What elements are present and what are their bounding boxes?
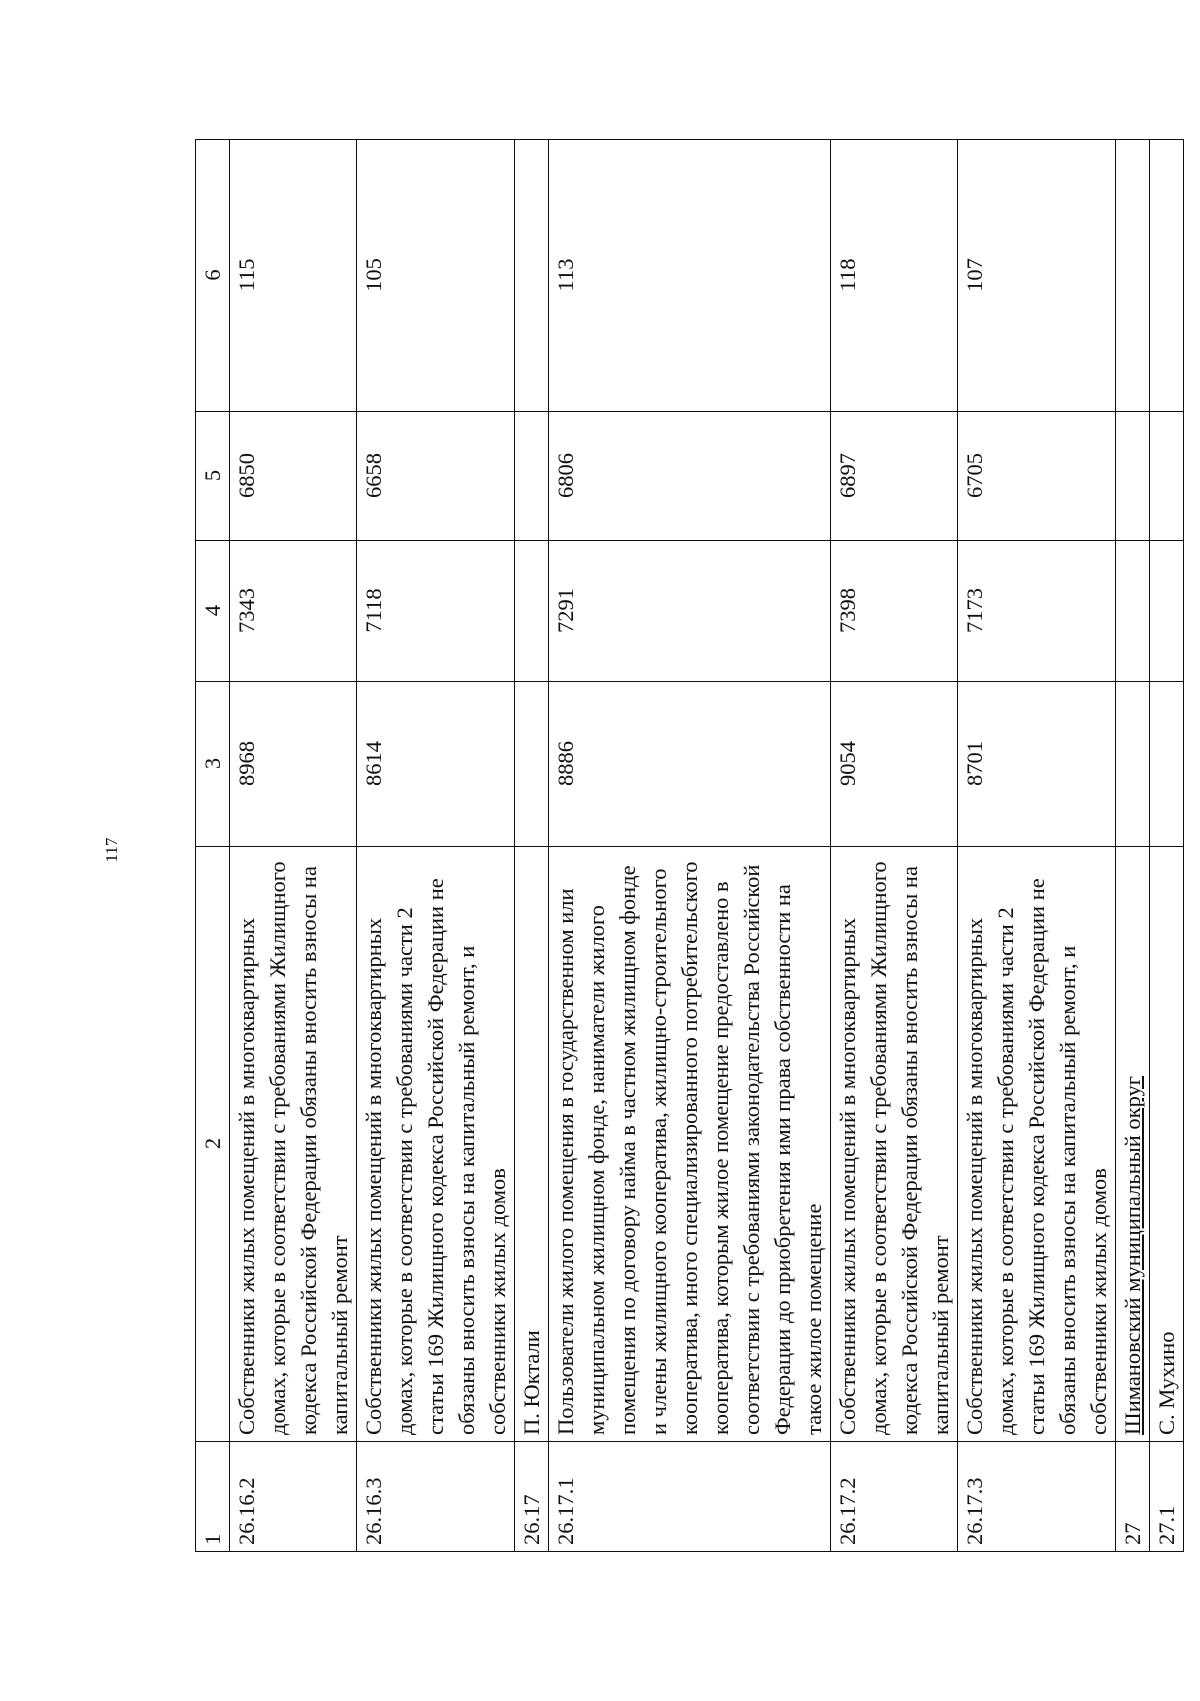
row-value-col4	[1150, 541, 1184, 682]
column-header-3: 3	[196, 682, 230, 847]
row-value-col3: 9054	[831, 682, 958, 847]
row-value-col5	[1150, 412, 1184, 541]
rotated-table-container	[195, 140, 1179, 1552]
table-row	[515, 140, 549, 1552]
row-number: 26.16.2	[230, 1442, 357, 1552]
row-description: Собственники жилых помещений в многоквартирных домах, которые в соответствии с требованиями части 2 статьи 169 Жилищного кодекса Российской Федерации не обязаны вносить взносы на капитальный ремонт, и собственники жилых домов	[357, 847, 515, 1442]
row-value-col6: 107	[958, 140, 1116, 412]
row-value-col3	[1116, 682, 1150, 847]
table-row	[1150, 140, 1184, 1552]
row-value-col5: 6897	[831, 412, 958, 541]
row-value-col5: 6850	[230, 412, 357, 541]
row-value-col4: 7173	[958, 541, 1116, 682]
table-row	[549, 140, 831, 1552]
row-value-col6: 115	[230, 140, 357, 412]
row-value-col4: 7343	[230, 541, 357, 682]
row-value-col5	[1116, 412, 1150, 541]
row-value-col4: 7398	[831, 541, 958, 682]
row-description: Собственники жилых помещений в многоквартирных домах, которые в соответствии с требованиями Жилищного кодекса Российской Федерации обязаны вносить взносы на капитальный ремонт	[230, 847, 357, 1442]
table-row	[357, 140, 515, 1552]
row-description: Пользователи жилого помещения в государственном или муниципальном жилищном фонде, наниматели жилого помещения по договору найма в частном жилищном фонде и члены жилищного кооператива, жилищно-строительного кооператива, иного специализированного потребительского кооператива, которым жилое помещение предоставлено в соответствии с требованиями законодательства Российской Федерации до приобретения ими права собственности на такое жилое помещение	[549, 847, 831, 1442]
row-value-col3: 8614	[357, 682, 515, 847]
table-row	[230, 140, 357, 1552]
row-value-col5: 6705	[958, 412, 1116, 541]
row-value-col6: 118	[831, 140, 958, 412]
row-value-col3: 8886	[549, 682, 831, 847]
row-value-col3	[515, 682, 549, 847]
row-value-col5	[515, 412, 549, 541]
table-row	[958, 140, 1116, 1552]
row-value-col5: 6806	[549, 412, 831, 541]
row-value-col6	[1116, 140, 1150, 412]
row-description: Собственники жилых помещений в многоквартирных домах, которые в соответствии с требованиями Жилищного кодекса Российской Федерации обязаны вносить взносы на капитальный ремонт	[831, 847, 958, 1442]
row-number: 26.17.3	[958, 1442, 1116, 1552]
column-header-1: 1	[196, 1442, 230, 1552]
column-header-4: 4	[196, 541, 230, 682]
row-number: 26.17	[515, 1442, 549, 1552]
row-number: 26.17.1	[549, 1442, 831, 1552]
row-value-col4	[515, 541, 549, 682]
column-header-2: 2	[196, 847, 230, 1442]
page-number: 117	[102, 837, 121, 863]
header-row	[196, 140, 230, 1552]
row-number: 26.17.2	[831, 1442, 958, 1552]
tariff-table	[195, 139, 1184, 1552]
row-value-col3	[1150, 682, 1184, 847]
row-value-col6: 105	[357, 140, 515, 412]
row-description: С. Мухино	[1150, 847, 1184, 1442]
column-header-5: 5	[196, 412, 230, 541]
column-header-6: 6	[196, 140, 230, 412]
row-value-col4: 7118	[357, 541, 515, 682]
row-number: 26.16.3	[357, 1442, 515, 1552]
row-description: Шимановский муниципальный округ	[1116, 847, 1150, 1442]
row-description: П. Юктали	[515, 847, 549, 1442]
row-number: 27.1	[1150, 1442, 1184, 1552]
row-value-col5: 6658	[357, 412, 515, 541]
row-value-col6	[1150, 140, 1184, 412]
row-description: Собственники жилых помещений в многоквартирных домах, которые в соответствии с требованиями части 2 статьи 169 Жилищного кодекса Российской Федерации не обязаны вносить взносы на капитальный ремонт, и собственники жилых домов	[958, 847, 1116, 1442]
row-value-col3: 8701	[958, 682, 1116, 847]
row-value-col4	[1116, 541, 1150, 682]
row-value-col4: 7291	[549, 541, 831, 682]
row-value-col6: 113	[549, 140, 831, 412]
table-row	[1116, 140, 1150, 1552]
row-value-col6	[515, 140, 549, 412]
row-number: 27	[1116, 1442, 1150, 1552]
table-row	[831, 140, 958, 1552]
row-value-col3: 8968	[230, 682, 357, 847]
